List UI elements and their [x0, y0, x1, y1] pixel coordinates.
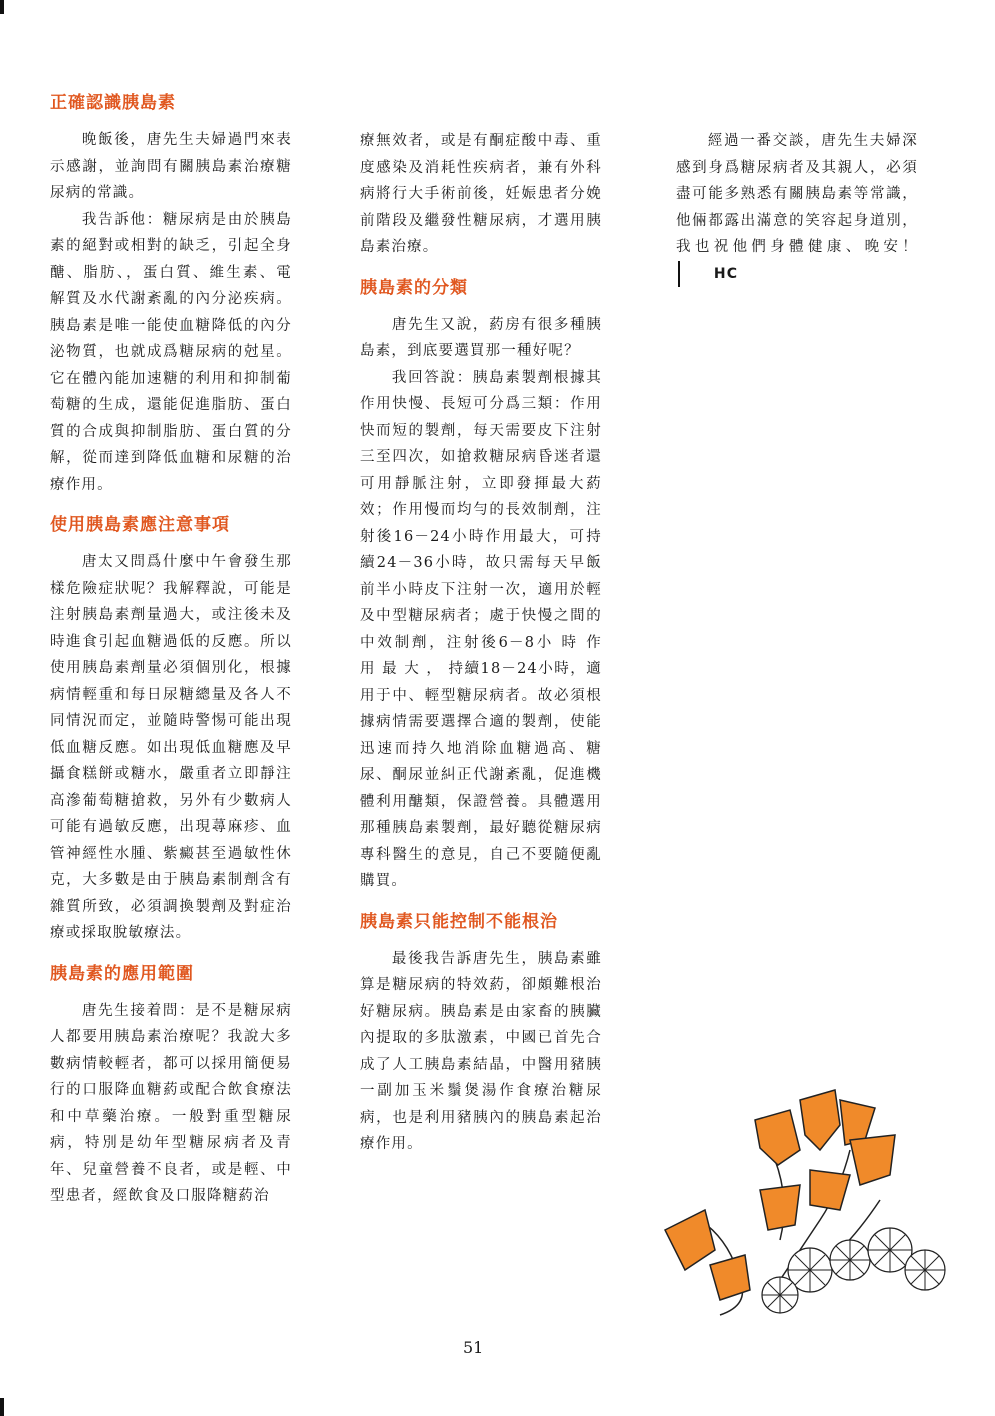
paragraph: 唐先生又說，葯房有很多種胰島素，到底要選買那一種好呢？ [360, 316, 602, 359]
edge-mark [0, 0, 4, 14]
paragraph: 最後我告訴唐先生，胰島素雖算是糖尿病的特效葯，卻頗難根治好糖尿病。胰島素是由家畜的胰臟內提取的多肽激素，中國已首先合成了人工胰島素結晶，中醫用豬胰一副加玉米鬚煲湯作食療治糖尿病，也是利用豬胰內的胰島素起治療作用。 [360, 950, 602, 1152]
section-heading: 胰島素的分類 [360, 277, 468, 298]
section-heading: 胰島素的應用範圍 [50, 963, 194, 984]
paragraph: 唐太又問爲什麼中午會發生那樣危險症狀呢？我解釋說，可能是注射胰島素劑量過大，或注後未及時進食引起血糖過低的反應。所以使用胰島素劑量必須個別化，根據病情輕重和每日尿糖總量及各人不同情況而定，並隨時警惕可能出現低血糖反應。如出現低血糖應及早攝食糕餅或糖水，嚴重者立即靜注高滲葡萄糖搶救，另外有少數病人可能有過敏反應，出現蕁麻疹、血管神經性水腫、紫癜甚至過敏性休克，大多數是由于胰島素制劑含有雜質所致，必須調換製劑及對症治療或採取脫敏療法。 [50, 554, 292, 941]
edge-mark [0, 1398, 4, 1416]
page-number: 51 [463, 1338, 484, 1357]
closing-text: 經過一番交談，唐先生夫婦深感到身爲糖尿病者及其親人，必須盡可能多熟悉有關胰島素等常識，他倆都露出滿意的笑容起身道別，我也祝他們身體健康、晚安！ [676, 133, 918, 255]
paragraph: 我告訴他：糖尿病是由於胰島素的絕對或相對的缺乏，引起全身醣、脂肪、，蛋白質、維生素、電解質及水代謝紊亂的內分泌疾病。胰島素是唯一能使血糖降低的內分泌物質，也就成爲糖尿病的尅星。它在體內能加速糖的利用和抑制葡萄糖的生成，還能促進脂肪、蛋白質的合成與抑制脂肪、蛋白質的分解，從而達到降低血糖和尿糖的治療作用。 [50, 211, 292, 493]
paragraph [676, 128, 918, 287]
flower-illustration [660, 1080, 960, 1340]
section-heading: 胰島素只能控制不能根治 [360, 911, 558, 932]
section-heading: 使用胰島素應注意事項 [50, 515, 230, 535]
section-heading: 正確認識胰島素 [50, 93, 176, 113]
column-right [676, 128, 918, 287]
column-left [50, 90, 292, 1210]
paragraph: 療無效者，或是有酮症酸中毒、重度感染及消耗性疾病者，兼有外科病將行大手術前後，妊娠患者分娩前階段及繼發性糖尿病，才選用胰島素治療。 [360, 133, 602, 255]
paragraph: 我回答說：胰島素製劑根據其作用快慢、長短可分爲三類：作用快而短的製劑，每天需要皮下注射三至四次，如搶救糖尿病昏迷者還可用靜脈注射，立即發揮最大葯效；作用慢而均勻的長效制劑，注射後16－24小時作用最大，可持續24－36小時，故只需每天早飯前半小時皮下注射一次，適用於輕及中型糖尿病者；處于快慢之間的中效制劑，注射後6－8小 時 作 用 最 大 ， 持續18－24小時，適用于中、輕型糖尿病者。故必須根據病情需要選擇合適的製劑，使能迅速而持久地消除血糖過高、糖尿、酮尿並糾正代謝紊亂，促進機體利用醣類，保證營養。具體選用那種胰島素製劑，最好聽從糖尿病專科醫生的意見，自己不要隨便亂購買。 [360, 369, 602, 889]
paragraph: 唐先生接着問：是不是糖尿病人都要用胰島素治療呢？我說大多數病情較輕者，都可以採用簡便易行的口服降血糖葯或配合飲食療法和中草藥治療。一般對重型糖尿病，特別是幼年型糖尿病者及青年、兒童營養不良者，或是輕、中型患者，經飲食及口服降糖葯治 [50, 1002, 292, 1204]
signoff-mark: HC [678, 261, 738, 288]
column-middle [360, 128, 602, 1158]
paragraph: 晚飯後，唐先生夫婦過門來表示感謝，並詢問有關胰島素治療糖尿病的常識。 [50, 132, 292, 201]
